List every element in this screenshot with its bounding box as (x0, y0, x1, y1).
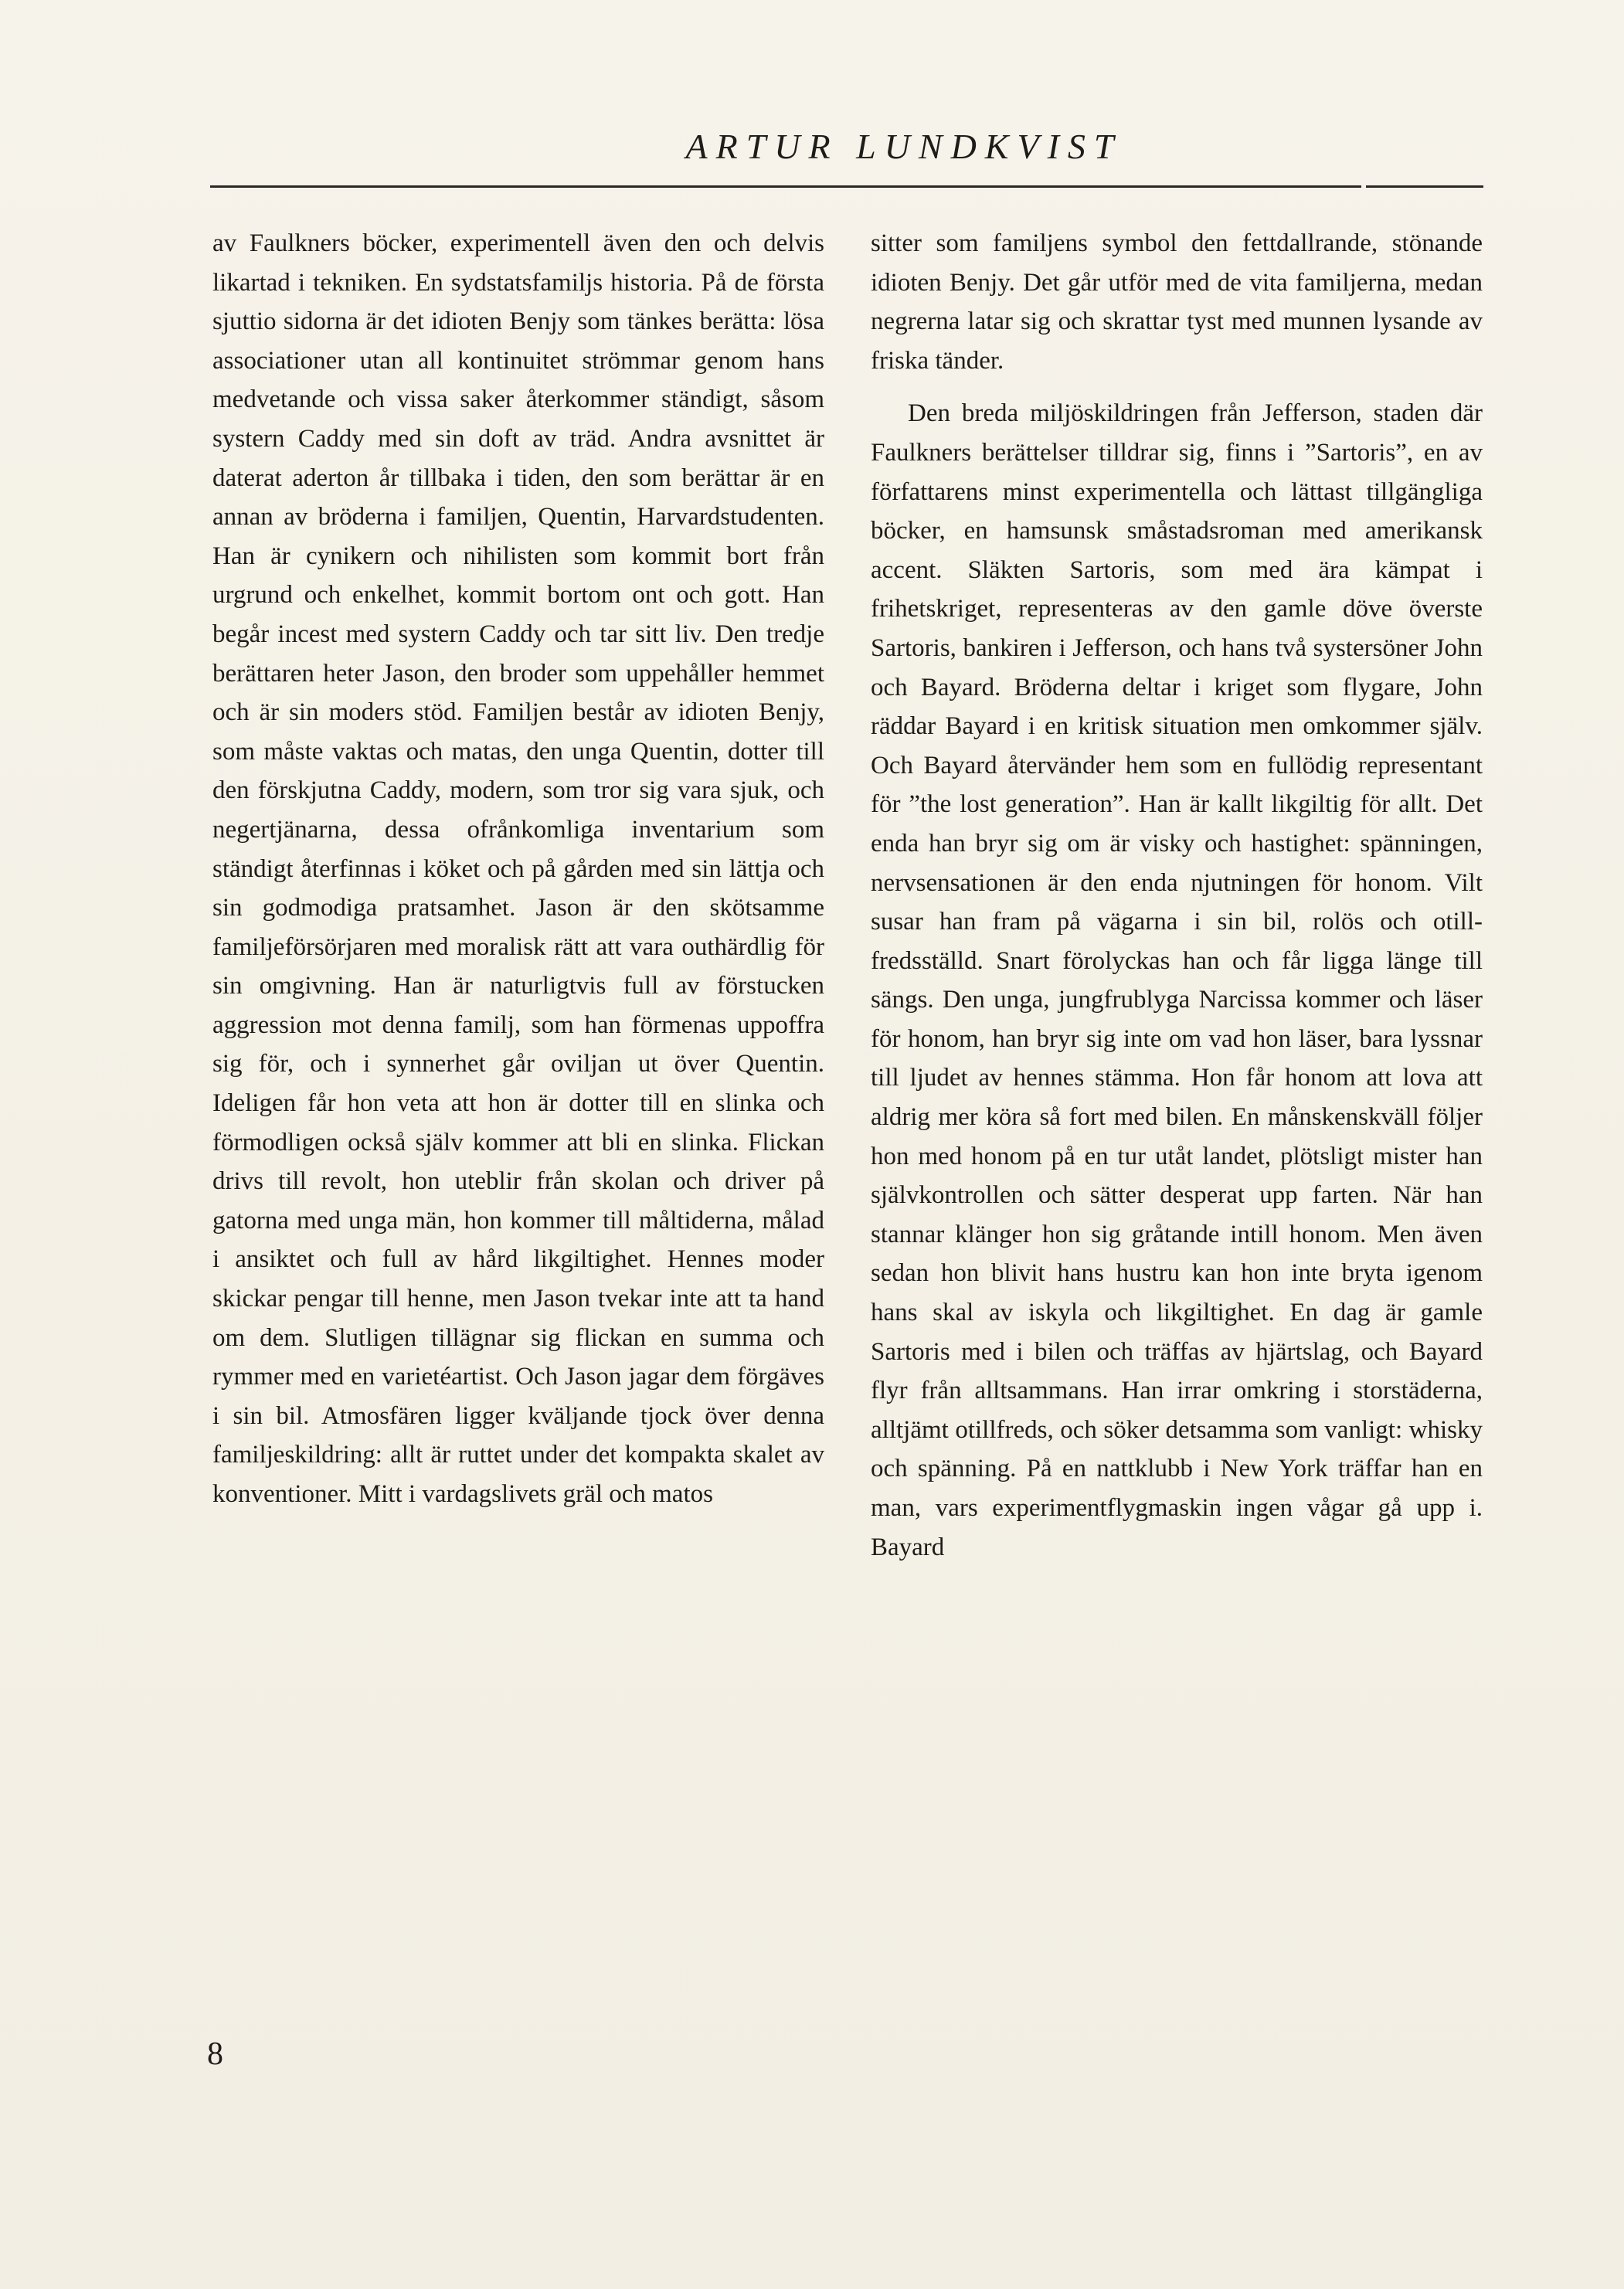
page-number: 8 (207, 2036, 223, 2072)
header-rule-end (1366, 185, 1483, 188)
text-column-right (871, 224, 1483, 1567)
running-head-title: ARTUR LUNDKVIST (685, 127, 1123, 166)
header-rule (210, 185, 1361, 188)
paragraph-right-2: Den breda miljöskildringen från Jefferson, staden där Faulkners berättelser tilldrar sig, finns i ”Sartoris”, en av författarens minst experimentella och lättast tillgängliga böcker, en hamsunsk småstadsroman med amerikansk accent. Släkten Sartoris, som med ära kämpat i frihetskriget, representeras av den gamle döve överste Sartoris, bankiren i Jefferson, och hans två systersöner John och Bayard. Bröderna deltar i kriget som flygare, John räddar Bayard i en kritisk situation men omkommer själv. Och Bayard återvänder hem som en fullödig representant för ”the lost generation”. Han är kallt likgiltig för allt. Det enda han bryr sig om är visky och hastighet: spänningen, nervsensationen är den enda njutningen för honom. Vilt susar han fram på vägarna i sin bil, rolös och otillfredsställd. Snart förolyckas han och får ligga länge till sängs. Den unga, jungfrublyga Narcissa kommer och läser för honom, han bryr sig inte om vad hon läser, bara lyssnar till ljudet av hennes stämma. Hon får honom att lova att aldrig mer köra så fort med bilen. En månskenskväll följer hon med honom på en tur utåt landet, plötsligt mister han självkontrollen och sätter desperat upp farten. När han stannar klänger hon sig gråtande intill honom. Men även sedan hon blivit hans hustru kan hon inte bryta igenom hans skal av iskyla och likgiltighet. En dag är gamle Sartoris med i bilen och träffas av hjärtslag, och Bayard flyr från alltsammans. Han irrar omkring i storstäderna, alltjämt otillfreds, och söker detsamma som vanligt: whisky och spänning. På en nattklubb i New York träffar han en man, vars experimentflygmaskin ingen vågar gå upp i. Bayard (871, 399, 1483, 1561)
paragraph-right-1: sitter som familjens symbol den fettdallrande, stönande idioten Benjy. Det går utför med de vita familjerna, medan negrerna latar sig och skrattar tyst med munnen lysande av friska tänder. (871, 229, 1483, 375)
text-column-left (212, 224, 824, 1514)
paragraph-left: av Faulkners böcker, experimentell även den och delvis likartad i tekniken. En sydstatsfamiljs historia. På de första sjuttio sidorna är det idioten Benjy som tänkes berätta: lösa associationer utan all kontinuitet strömmar genom hans medvetande och vissa saker återkommer ständigt, såsom systern Caddy med sin doft av träd. Andra avsnittet är daterat aderton år tillbaka i tiden, den som berättar är en annan av bröderna i familjen, Quentin, Harvardstudenten. Han är cynikern och nihilisten som kommit bort från urgrund och enkelhet, kommit bortom ont och gott. Han begår incest med systern Caddy och tar sitt liv. Den tredje berättaren heter Jason, den broder som uppehåller hemmet och är sin moders stöd. Familjen består av idioten Benjy, som måste vaktas och matas, den unga Quentin, dotter till den förskjutna Caddy, modern, som tror sig vara sjuk, och negertjänarna, dessa ofrånkomliga inventarium som ständigt återfinnas i köket och på gården med sin lättja och sin godmodiga pratsamhet. Jason är den skötsamme familjeförsörjaren med moralisk rätt att vara outhärdlig för sin omgivning. Han är naturligtvis full av förstucken aggression mot denna familj, som han förmenas uppoffra sig för, och i synnerhet går oviljan ut över Quentin. Ideligen får hon veta att hon är dotter till en slinka och förmodligen också själv kommer att bli en slinka. Flickan drivs till revolt, hon uteblir från skolan och driver på gatorna med unga män, hon kommer till måltiderna, målad i ansiktet och full av hård likgiltighet. Hennes moder skickar pengar till henne, men Jason tvekar inte att ta hand om dem. Slutligen tillägnar sig flickan en summa och rymmer med en varietéartist. Och Jason jagar dem förgäves i sin bil. Atmosfären ligger kväljande tjock över denna familjeskildring: allt är ruttet under det kompakta skalet av konventioner. Mitt i vardagslivets gräl och matos (212, 229, 824, 1508)
